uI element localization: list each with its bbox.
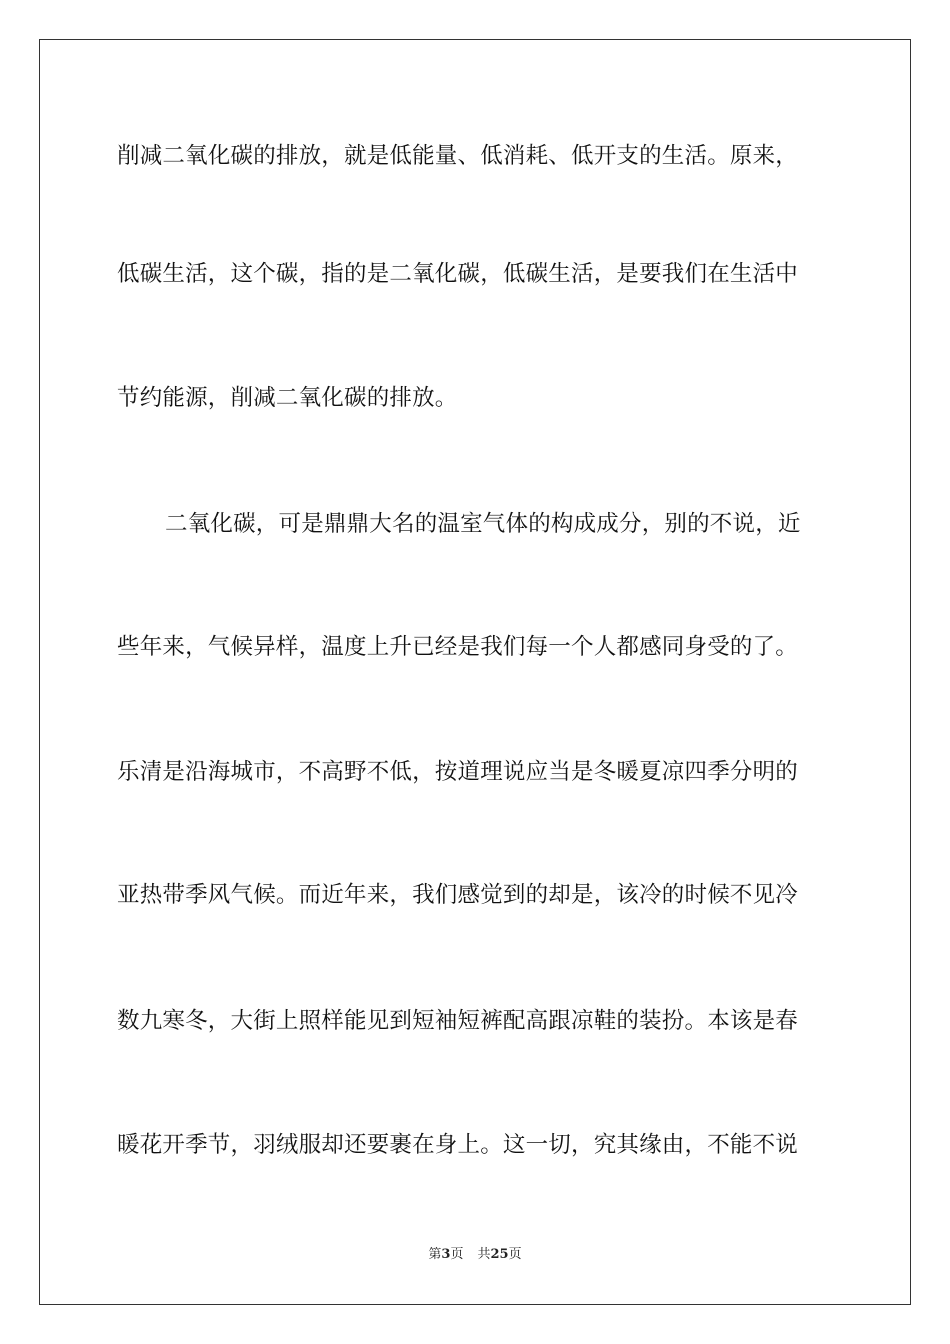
total-pages: 25 [490,1247,509,1262]
text-line-7: 亚热带季风气候。而近年来，我们感觉到的却是，该冷的时候不见冷 [117,882,799,908]
page-border [39,39,911,1305]
total-suffix: 页 [508,1247,522,1262]
text-line-4-paragraph-start: 二氧化碳，可是鼎鼎大名的温室气体的构成成分，别的不说，近 [165,511,801,537]
page-suffix: 页 [450,1247,464,1262]
text-line-9: 暖花开季节，羽绒服却还要裹在身上。这一切，究其缘由，不能不说 [117,1132,799,1158]
page-footer [0,1246,950,1264]
page-prefix: 第 [428,1247,442,1262]
text-line-1: 削减二氧化碳的排放，就是低能量、低消耗、低开支的生活。原来， [117,143,799,169]
page-number: 3 [441,1247,451,1262]
text-line-8: 数九寒冬，大街上照样能见到短袖短裤配高跟凉鞋的装扮。本该是春 [117,1008,799,1034]
text-line-6: 乐清是沿海城市，不高野不低，按道理说应当是冬暖夏凉四季分明的 [117,759,799,785]
total-prefix: 共 [477,1247,491,1262]
text-line-2: 低碳生活，这个碳，指的是二氧化碳，低碳生活，是要我们在生活中 [117,261,799,287]
text-line-3: 节约能源，削减二氧化碳的排放。 [117,385,458,411]
text-line-5: 些年来，气候异样，温度上升已经是我们每一个人都感同身受的了。 [117,634,799,660]
